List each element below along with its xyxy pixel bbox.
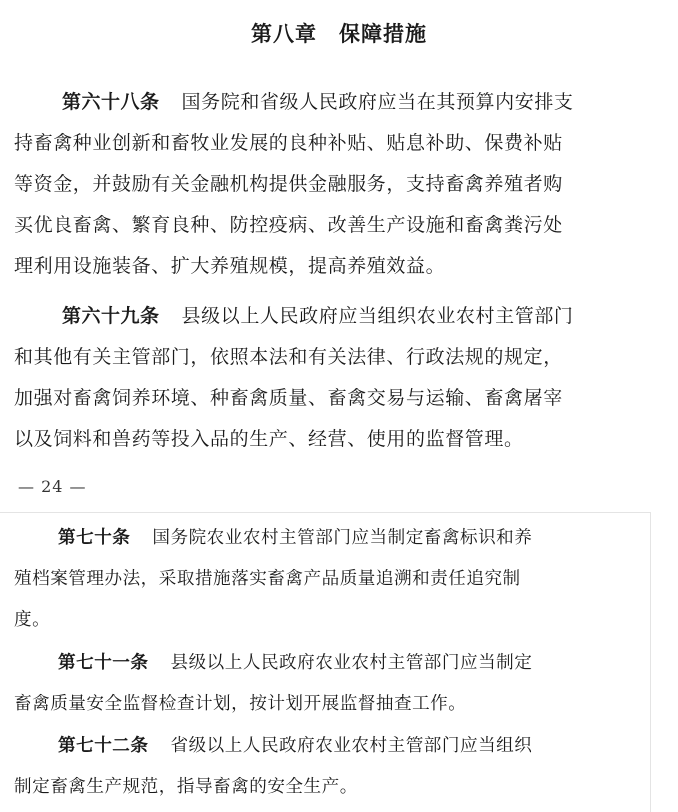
article-text-line: 度。 xyxy=(14,610,51,630)
article-label: 第七十二条 xyxy=(58,736,149,756)
page-number: — 24 — xyxy=(18,477,87,496)
article-text-line: 持畜禽种业创新和畜牧业发展的良种补贴、贴息补助、保费补贴 xyxy=(14,132,563,154)
article-label: 第七十一条 xyxy=(58,653,149,673)
article-text-line: 县级以上人民政府应当组织农业农村主管部门 xyxy=(181,305,574,327)
chapter-title: 第八章 保障措施 xyxy=(251,22,427,46)
article-text-line: 等资金，并鼓励有关金融机构提供金融服务，支持畜禽养殖者购 xyxy=(14,173,563,195)
article-text-line: 国务院和省级人民政府应当在其预算内安排支 xyxy=(181,91,574,113)
article-text-line: 国务院农业农村主管部门应当制定畜禽标识和养 xyxy=(152,528,533,548)
article-label: 第七十条 xyxy=(58,528,131,548)
article-text-line: 畜禽质量安全监督检查计划，按计划开展监督抽查工作。 xyxy=(14,694,467,714)
article-text-line: 县级以上人民政府农业农村主管部门应当制定 xyxy=(170,653,533,673)
article-label: 第六十九条 xyxy=(62,305,160,327)
article-text-line: 和其他有关主管部门，依照本法和有关法律、行政法规的规定， xyxy=(14,346,563,368)
article-text-line: 加强对畜禽饲养环境、种畜禽质量、畜禽交易与运输、畜禽屠宰 xyxy=(14,387,563,409)
article-text-line: 买优良畜禽、繁育良种、防控疫病、改善生产设施和畜禽粪污处 xyxy=(14,214,563,236)
article-text-line: 制定畜禽生产规范，指导畜禽的安全生产。 xyxy=(14,777,358,797)
article-text-line: 省级以上人民政府农业农村主管部门应当组织 xyxy=(170,736,533,756)
article-text-line: 殖档案管理办法，采取措施落实畜禽产品质量追溯和责任追究制 xyxy=(14,569,521,589)
article-label: 第六十八条 xyxy=(62,91,160,113)
article-text-line: 理利用设施装备、扩大养殖规模，提高养殖效益。 xyxy=(14,255,446,277)
article-text-line: 以及饲料和兽药等投入品的生产、经营、使用的监督管理。 xyxy=(14,428,524,450)
